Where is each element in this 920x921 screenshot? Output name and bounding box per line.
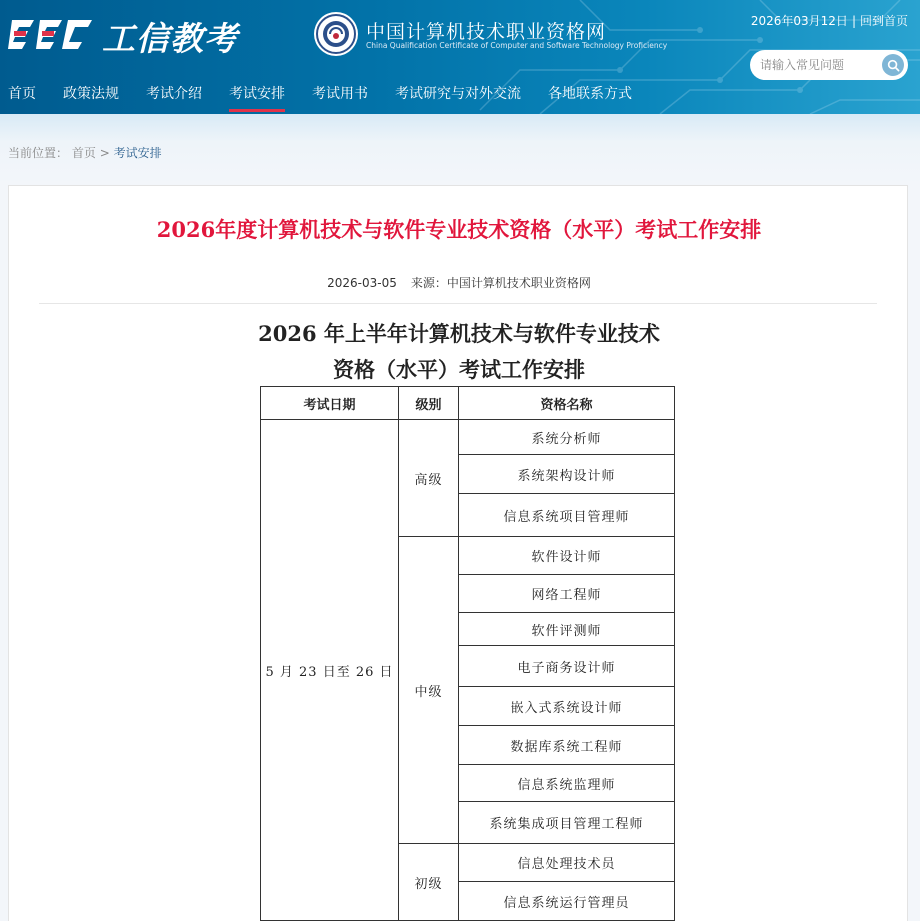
table-header-row <box>261 387 675 420</box>
table-row <box>261 420 675 455</box>
article-container <box>8 185 908 921</box>
breadcrumb-home-link[interactable]: 首页 <box>71 146 96 160</box>
publish-date: 2026-03-05 <box>327 276 397 290</box>
level-cell-intermediate: 中级 <box>399 537 459 844</box>
search-input[interactable] <box>760 56 876 74</box>
document-heading-line1: 2026 年上半年计算机技术与软件专业技术 <box>258 321 660 346</box>
breadcrumb <box>8 144 162 161</box>
main-nav <box>0 84 651 114</box>
top-right-links <box>751 12 908 29</box>
qualification-cell: 信息系统项目管理师 <box>459 494 675 537</box>
logo-text: 工信教考 <box>102 18 238 58</box>
qualification-cell: 软件评测师 <box>459 613 675 646</box>
nav-item-exam-intro[interactable]: 考试介绍 <box>146 86 202 102</box>
exam-schedule-table <box>260 386 675 921</box>
nav-item-home[interactable]: 首页 <box>8 86 36 102</box>
source-name: 中国计算机技术职业资格网 <box>446 276 591 290</box>
search-button[interactable] <box>882 54 904 76</box>
nav-item-research-exchange[interactable]: 考试研究与对外交流 <box>395 86 521 102</box>
article-title: 2026年度计算机技术与软件专业技术资格（水平）考试工作安排 <box>156 217 762 242</box>
qualification-cell: 数据库系统工程师 <box>459 726 675 765</box>
cec-logo[interactable] <box>8 14 238 58</box>
source-label: 来源： <box>410 276 447 290</box>
document-heading <box>9 316 909 388</box>
breadcrumb-separator: > <box>99 146 110 160</box>
qualification-seal-icon <box>314 12 358 56</box>
qualification-cell: 系统分析师 <box>459 420 675 455</box>
qualification-cell: 信息系统监理师 <box>459 765 675 802</box>
qualification-cell: 嵌入式系统设计师 <box>459 687 675 726</box>
column-header-exam-date: 考试日期 <box>261 387 399 420</box>
exam-date-cell: 5 月 23 日至 26 日 <box>261 420 399 921</box>
nav-item-exam-schedule[interactable]: 考试安排 <box>229 84 285 114</box>
qualification-cell: 软件设计师 <box>459 537 675 575</box>
site-header <box>0 0 920 114</box>
level-cell-senior: 高级 <box>399 420 459 537</box>
document-heading-line2: 资格（水平）考试工作安排 <box>333 357 585 382</box>
cec-logo-mark <box>8 16 94 56</box>
qualification-cell: 电子商务设计师 <box>459 646 675 687</box>
site-subtitle: China Qualification Certificate of Computer and Software Technology Proficiency <box>366 41 668 50</box>
nav-item-regional-contacts[interactable]: 各地联系方式 <box>548 86 632 102</box>
back-to-home-link[interactable]: 回到首页 <box>859 14 908 28</box>
qualification-cell: 信息系统运行管理员 <box>459 882 675 921</box>
breadcrumb-current[interactable]: 考试安排 <box>113 146 162 160</box>
column-header-level: 级别 <box>399 387 459 420</box>
nav-item-exam-books[interactable]: 考试用书 <box>312 86 368 102</box>
column-header-qualification: 资格名称 <box>459 387 675 420</box>
search-icon <box>887 59 900 72</box>
separator: | <box>851 14 856 28</box>
level-cell-junior: 初级 <box>399 844 459 921</box>
qualification-cell: 信息处理技术员 <box>459 844 675 882</box>
divider <box>39 303 877 304</box>
qualification-cell: 系统架构设计师 <box>459 455 675 494</box>
article-meta <box>9 274 909 291</box>
qualification-cell: 系统集成项目管理工程师 <box>459 802 675 844</box>
search-box <box>750 50 908 80</box>
nav-item-policies[interactable]: 政策法规 <box>63 86 119 102</box>
qualification-cell: 网络工程师 <box>459 575 675 613</box>
site-name: 中国计算机技术职业资格网 <box>366 21 607 43</box>
breadcrumb-prefix: 当前位置： <box>8 146 69 160</box>
current-date: 2026年03月12日 <box>750 14 848 28</box>
